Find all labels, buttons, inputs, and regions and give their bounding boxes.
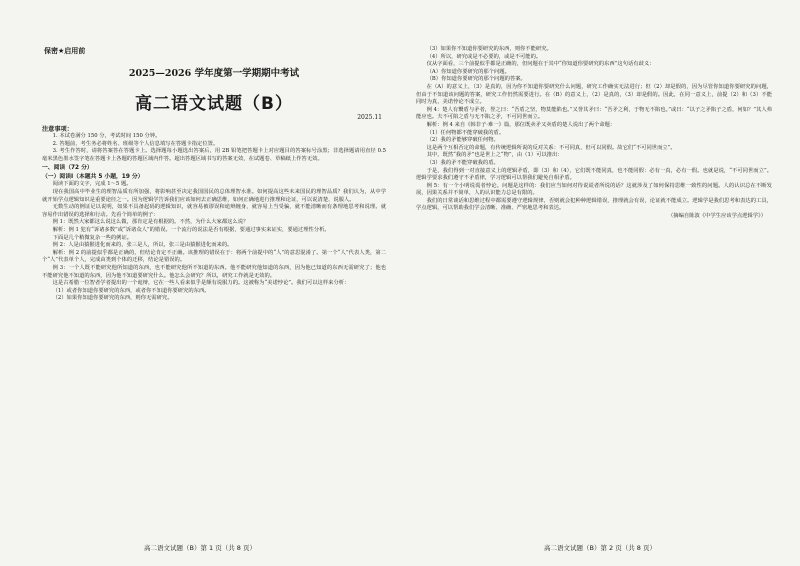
notice-item: 1. 本试卷满分 150 分，考试时间 150 分钟。 [52, 133, 161, 139]
passage-paragraph: （1）任何物都不能穿破我的盾。 [426, 129, 505, 136]
passage-paragraph: 在（A）的意义上，（3）是真的，因为你不知道你要研究什么问题，研究工作确实无法进行；但（2）却是假的，因为尽管你知道你要研究的问题，但由于不知道该问题的答案，研究工作仍然需要进行。在（B）的意义上，（2）是真的，（3）却是假的。因此，在同一意义上，前提（2）和（3）不能同时为真，美诺悖论不成立。 [416, 83, 772, 106]
passage-paragraph: 无数生动的例证足以说明，如果不具备起码的逻辑知识，就容易被谬误和诡辩缠身，就容易上当受骗，就不能清晰而有条理地思考和说理。就容易作出错误的选择和行动。先看个简单的例子： [42, 204, 386, 218]
passage-paragraph: （2）如果你知道你要研究的东西，则你无需研究。 [52, 295, 173, 302]
confidential-seal: 保密★启用前 [44, 47, 86, 55]
notice-item: 2. 答题前，考生务必将姓名、班级等个人信息填写在答题卡指定位置。 [52, 140, 219, 147]
passage-paragraph: （1）或者你知道你要研究的东西，或者你不知道你要研究的东西。 [52, 287, 210, 294]
page-2 [400, 0, 800, 566]
reading-instruction: 阅读下面的文字，完成 1～5 题。 [52, 181, 132, 188]
passage-paragraph: 下面是几个稍微复杂一些的例证。 [52, 234, 133, 241]
exam-date: 2025.11 [357, 114, 382, 121]
passage-paragraph: 现在我国高中毕业生的理智品质有所加强，将影响甚至决定我国国民的总体理智水准。如何提高这些未来国民的理智品质？我们认为，从中学就开始学点逻辑知识是重要途径之一。因为逻辑学告诉我们应该如何去正确思维，如何正确地进行推理和论证，可以说清楚、说服人。 [42, 188, 386, 203]
source-citation: （摘编自陈波《中学生应该学点逻辑学》） [668, 213, 766, 220]
passage-paragraph: 例 3：一个人既不能研究他所知道的东西，也不能研究他所不知道的东西。他不能研究他知道的东西，因为他已知道的东西无需研究了；他也不能研究他不知道的东西，因为他不知道要研究什么。他怎么会研究？所以，研究工作就是无效的。 [42, 264, 386, 279]
passage-paragraph: （2）我的矛能够穿破任何物。 [426, 137, 499, 144]
passage-paragraph: 解析：例 2 的前提似乎都是正确的，但结论肯定不正确。该推理的错误在于：将两个前提中的“人”的意思混淆了。第一个“人”代表人类，第二个“人”代表单个人，完成由类到个体的迁移，结论是错误的。 [42, 249, 386, 264]
passage-paragraph: 这是两个互相否定的命题，有传统逻辑所说的反对关系：不可同真，但可以同假。故它们“不可同世而立”。 [426, 144, 676, 151]
passage-paragraph: （3）我的矛不能穿破我的盾。 [426, 159, 499, 166]
passage-paragraph: 我们的日常谈话和思维过程中都需要遵守逻辑规律，否则就会犯种种逻辑错误，推理就会有误，论证就不能成立。逻辑学是我们思考和表达的工具，学点逻辑，可以帮助我们学会清晰、准确、严密地思考和表达。 [416, 197, 772, 212]
passage-paragraph: （4）所以，研究或是不必要的，或是不可能的。 [426, 53, 542, 60]
passage-paragraph: 其中，既然“我的矛”也是世上之“物”，由（1）可以推出： [426, 152, 563, 159]
passage-paragraph: （B）你知道你要研究的那个问题的答案。 [426, 76, 526, 83]
exam-title: 2025—2026 学年度第一学期期中考试 [128, 68, 300, 79]
passage-paragraph: 例 4：楚人有鬻盾与矛者，誉之曰：“吾盾之坚，物莫能陷也。”又誉其矛曰：“吾矛之利，于物无不陷也。”或曰：“以子之矛陷子之盾，何如？”其人弗能应也。夫不可陷之盾与无不陷之矛，不可同世而立。 [416, 106, 772, 121]
section-heading: 一、阅读（72 分） [42, 165, 93, 172]
passage-paragraph: 例 2：人是由猿猴进化而来的，张三是人，所以，张三是由猿猴进化而来的。 [52, 242, 233, 249]
paper-title: 高二语文试题（B） [135, 94, 293, 114]
notice-item: 3. 考生作答时，请将答案答在答题卡上。选择题每小题选出答案后，用 2B 铅笔把答题卡上对应题目的答案标号涂黑；非选择题请用直径 0.5 毫米黑色墨水签字笔在答题卡上各题的答题区域内作答。超出答题区域书写的答案无效，在试题卷、草稿纸上作答无效。 [42, 148, 386, 162]
notice-heading: 注意事项： [42, 126, 73, 133]
passage-paragraph: 例 5：有一个小明说谎者悖论。问题是这样的：我们应当如何对待说谎者所说的话？这就涉及了如何保持思维一致性的问题。人的认识总在不断发展，因果关系并不简单，人的认识能力总是有限的。 [416, 182, 772, 197]
passage-paragraph: （A）你知道你要研究的那个问题。 [426, 68, 510, 75]
passage-paragraph: 解析：例 1 犯有“诉诸多数”或“诉诸众人”的错误。一个流行的说法是否有根据，要通过事实来证实，要通过理性分析。 [52, 226, 330, 233]
passage-paragraph: 这是古希腊一位智者学者提出的一个诡辩，它在一些人看来似乎是颇有说服力的。这被称为“美诺悖论”。我们可以这样来分析： [52, 280, 350, 287]
passage-paragraph: 解析：例 4 来自《韩非子·难一》篇，那位既卖矛又卖盾的楚人说出了两个命题： [426, 121, 616, 128]
passage-paragraph: 于是，我们得到一对直接意义上的逻辑矛盾，即（3）和（4），它们既不能同真，也不能同假：必有一真，必有一假。也就是说，“不可同世而立”。逻辑学要求我们遵守不矛盾律，学习逻辑可以帮我们避免自相矛盾。 [416, 167, 772, 182]
page-footer: 高二语文试题（B）第 1 页（共 8 页） [144, 544, 256, 552]
subsection-heading: （一）阅读Ⅰ（本题共 5 小题，19 分） [42, 174, 144, 181]
page-footer: 高二语文试题（B）第 2 页（共 8 页） [544, 544, 656, 552]
passage-paragraph: 例 1：既然大家都这么说这么做，那肯定是有根据的。不然，为什么大家都这么说？ [52, 219, 249, 226]
passage-paragraph: （3）如果你不知道你要研究的东西，则你不能研究。 [426, 46, 552, 52]
passage-paragraph: 仅从字面看，三个前提似乎都是正确的，但问题在于其中“你知道你要研究的东西”这句话有歧义： [426, 61, 655, 68]
